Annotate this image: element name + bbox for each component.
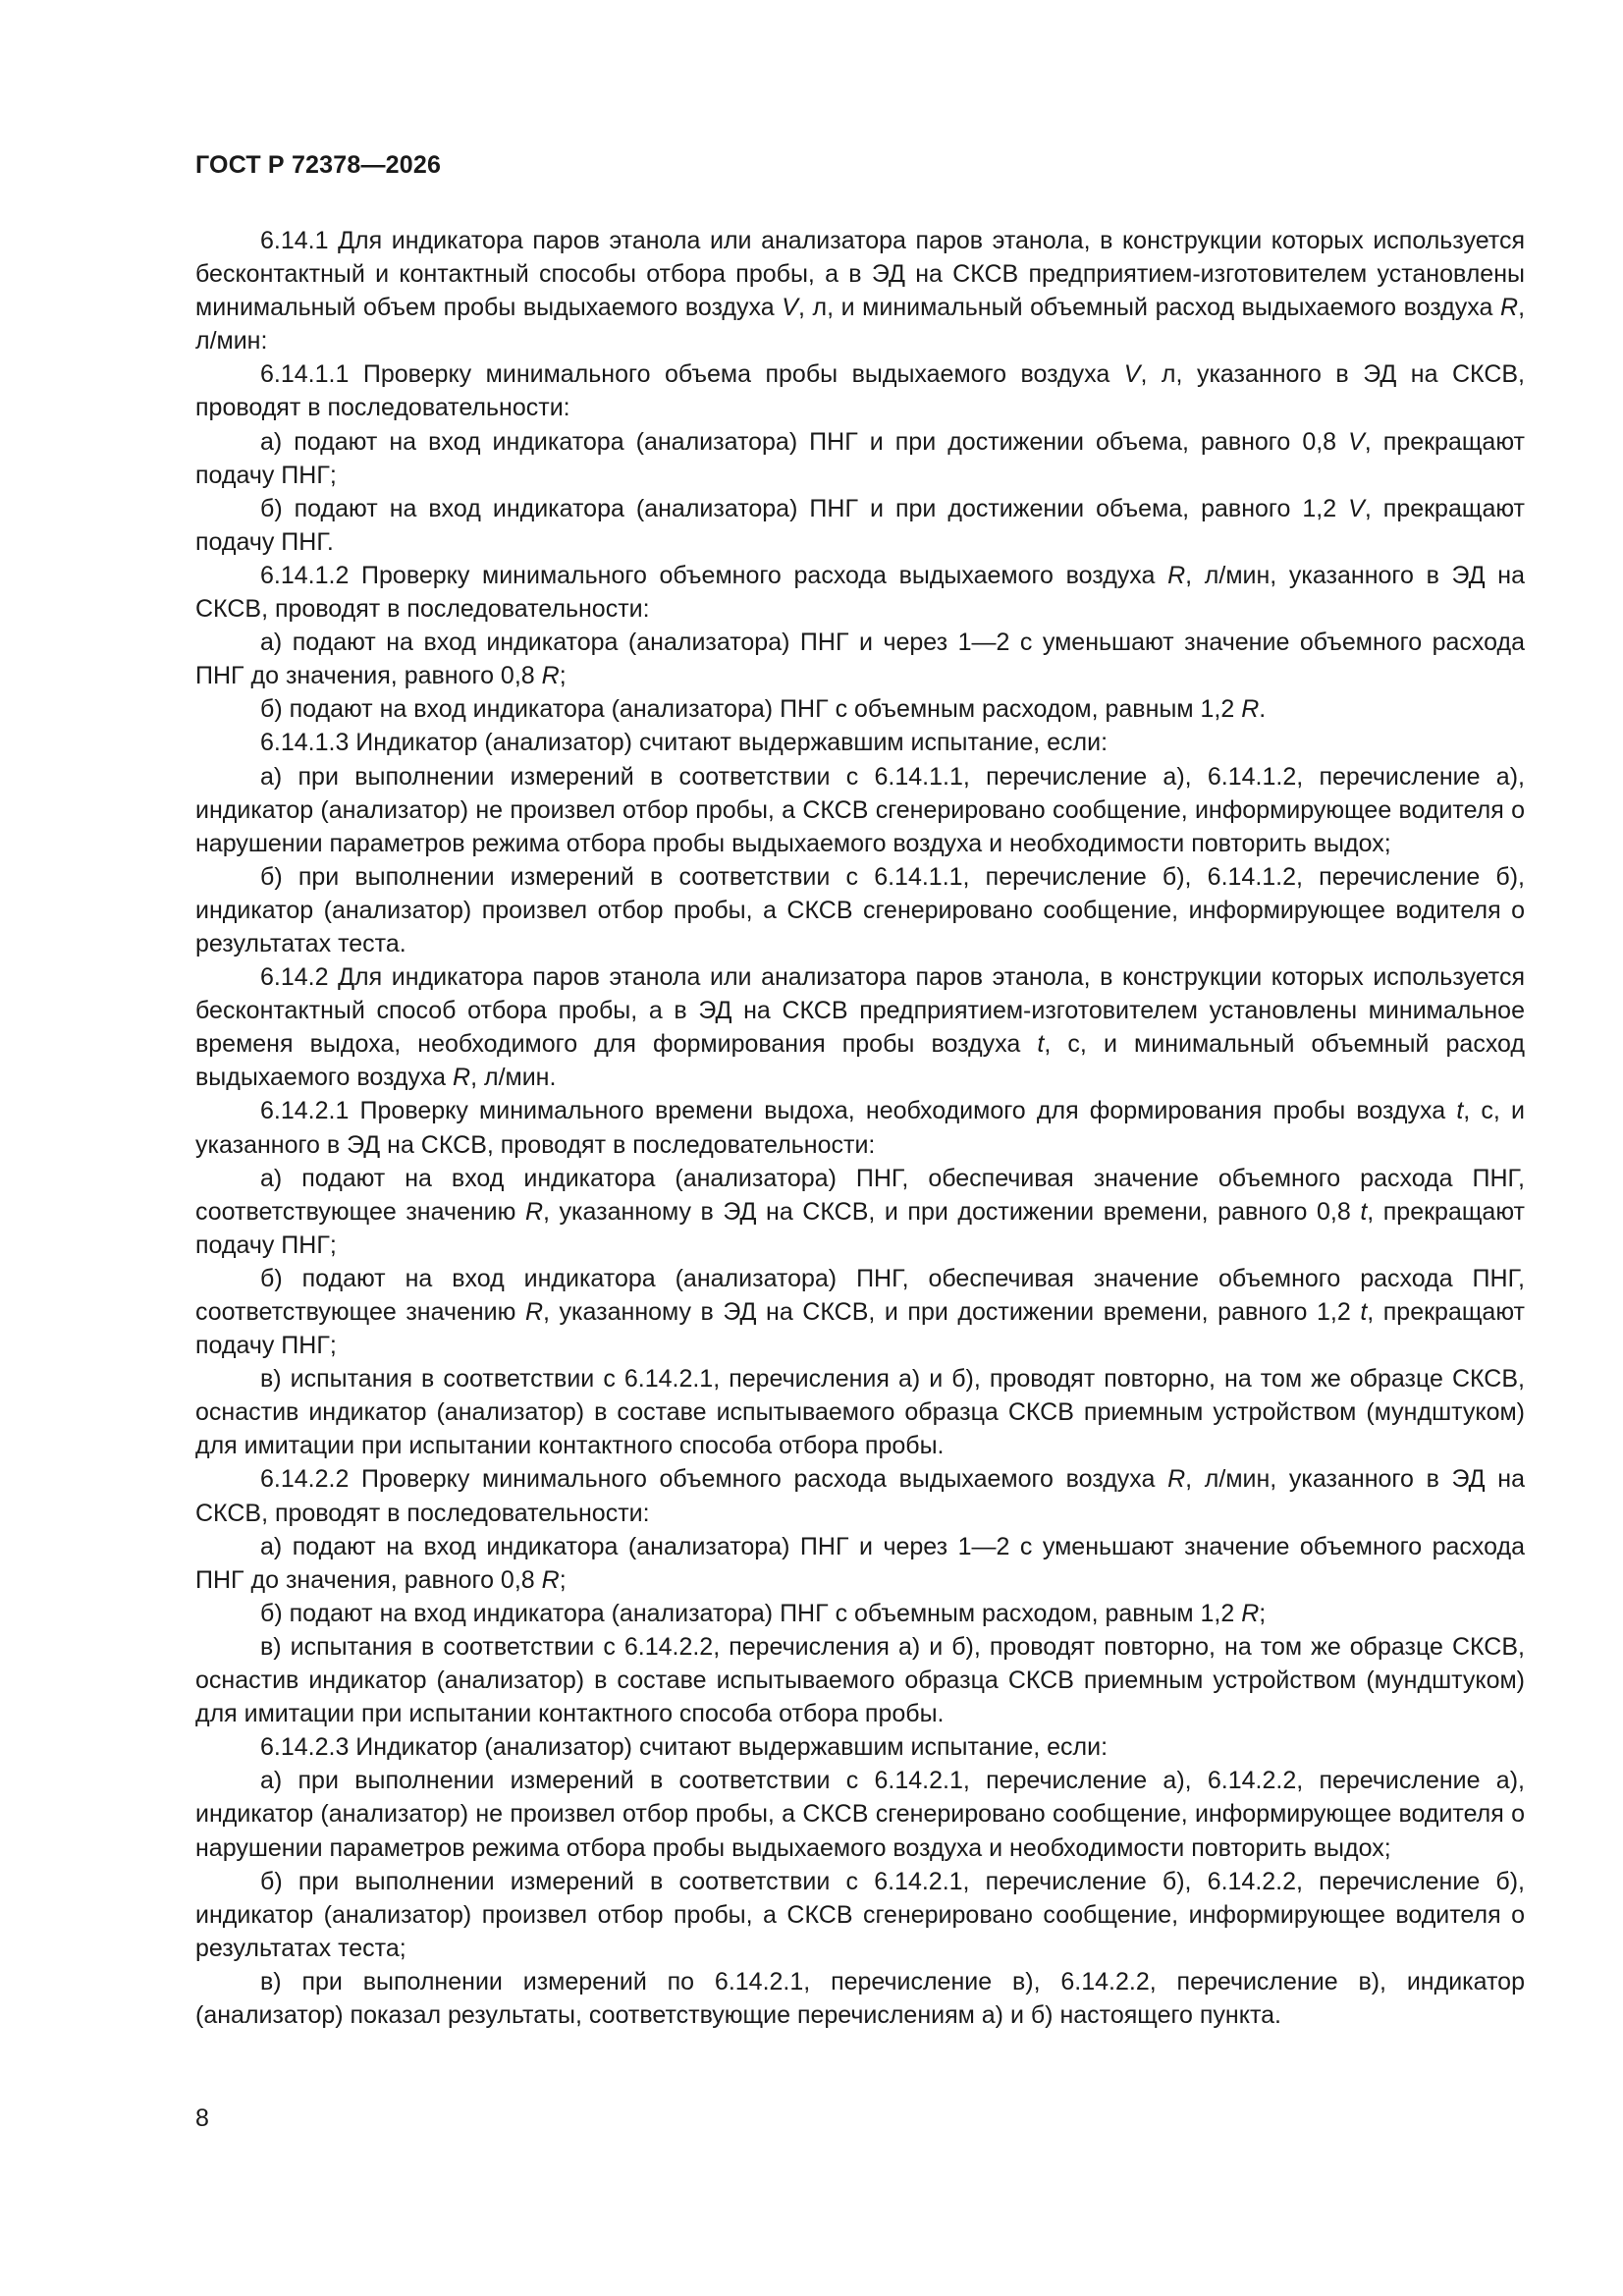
paragraph (195, 1262, 1525, 1362)
paragraph-text: а) при выполнении измерений в соответствии с 6.14.2.1, перечисление а), 6.14.2.2, перечисление а), индикатор (анализатор) не произвел отбор пробы, а СКСВ сгенерировано сообщение, информирующее водителя о нарушении параметров режима отбора пробы выдыхаемого воздуха и необходимости повторить выдох; (195, 1767, 1525, 1862)
paragraph-text: б) подают на вход индикатора (анализатора) ПНГ с объемным расходом, равным 1,2 (260, 695, 1242, 724)
paragraph-text: , с, и указанного в ЭД на СКСВ, проводят в последовательности: (195, 1097, 1526, 1159)
paragraph (195, 1630, 1525, 1730)
italic-symbol: V (1348, 494, 1365, 522)
paragraph-text: , л, и минимальный объемный расход выдыхаемого воздуха (797, 294, 1500, 322)
paragraph-text: 6.14.1.2 Проверку минимального объемного расхода выдыхаемого воздуха (260, 561, 1168, 589)
paragraph (195, 1965, 1525, 2032)
italic-symbol: t (1037, 1030, 1045, 1059)
italic-symbol: R (524, 1197, 544, 1226)
page-number: 8 (195, 2105, 209, 2132)
paragraph (195, 1462, 1525, 1529)
paragraph (195, 1530, 1525, 1597)
paragraph-text: б) при выполнении измерений в соответствии с 6.14.2.1, перечисление б), 6.14.2.2, перечисление б), индикатор (анализатор) произвел отбор пробы, а СКСВ сгенерировано сообщение, информирующее водителя о результатах теста; (195, 1867, 1525, 1962)
paragraph-text: , прекращают подачу ПНГ; (195, 427, 1525, 489)
paragraph (195, 1597, 1525, 1630)
italic-symbol: R (1167, 1465, 1186, 1494)
paragraph-text: б) при выполнении измерений в соответствии с 6.14.1.1, перечисление б), 6.14.1.2, перечисление б), индикатор (анализатор) произвел отбор пробы, а СКСВ сгенерировано сообщение, информирующее водителя о результатах теста. (195, 862, 1525, 957)
italic-symbol: R (1167, 561, 1186, 589)
paragraph-text: ; (559, 1565, 567, 1594)
paragraph (195, 760, 1525, 860)
paragraph (195, 960, 1525, 1094)
italic-symbol: V (1123, 360, 1141, 389)
paragraph-text: 6.14.2.3 Индикатор (анализатор) считают выдержавшим испытание, если: (260, 1733, 1109, 1762)
paragraph-text: , л/мин. (470, 1064, 557, 1092)
paragraph-text: в) испытания в соответствии с 6.14.2.2, перечисления а) и б), проводят повторно, на том же образце СКСВ, оснастив индикатор (анализатор) в составе испытываемого образца СКСВ приемным устройством (мундштуком) для имитации при испытании контактного способа отбора пробы. (195, 1632, 1525, 1728)
paragraph-text: а) подают на вход индикатора (анализатора) ПНГ и при достижении объема, равного 0,8 (260, 427, 1349, 456)
italic-symbol: t (1360, 1298, 1368, 1326)
paragraph-text: б) подают на вход индикатора (анализатора) ПНГ с объемным расходом, равным 1,2 (260, 1599, 1242, 1627)
document-body (195, 224, 1525, 2032)
paragraph (195, 224, 1525, 357)
paragraph-text: а) подают на вход индикатора (анализатора) ПНГ и через 1—2 с уменьшают значение объемного расхода ПНГ до значения, равного 0,8 (195, 1532, 1525, 1594)
paragraph-text: 6.14.2.1 Проверку минимального времени выдоха, необходимого для формирования пробы воздуха (260, 1097, 1457, 1125)
paragraph-text: б) подают на вход индикатора (анализатора) ПНГ и при достижении объема, равного 1,2 (260, 494, 1349, 522)
paragraph-text: 6.14.1 Для индикатора паров этанола или анализатора паров этанола, в конструкции которых используется бесконтактный и контактный способы отбора пробы, а в ЭД на СКСВ предприятием-изготовителем установлены минимальный объем пробы выдыхаемого воздуха (195, 227, 1525, 322)
paragraph-text: , с, и минимальный объемный расход выдыхаемого воздуха (195, 1030, 1525, 1092)
paragraph (195, 1094, 1525, 1161)
paragraph (195, 1162, 1525, 1262)
italic-symbol: R (1241, 695, 1260, 724)
paragraph (195, 1362, 1525, 1462)
paragraph-text: , л/мин, указанного в ЭД на СКСВ, проводят в последовательности: (195, 561, 1525, 624)
paragraph-text: , л/мин: (195, 294, 1526, 355)
paragraph-text: 6.14.1.3 Индикатор (анализатор) считают выдержавшим испытание, если: (260, 729, 1109, 757)
italic-symbol: R (1500, 294, 1519, 322)
paragraph-text: , л/мин, указанного в ЭД на СКСВ, проводят в последовательности: (195, 1465, 1525, 1527)
paragraph-text: 6.14.2.2 Проверку минимального объемного расхода выдыхаемого воздуха (260, 1465, 1168, 1494)
paragraph (195, 1865, 1525, 1965)
paragraph-text: ; (1259, 1599, 1267, 1627)
paragraph-text: 6.14.2 Для индикатора паров этанола или анализатора паров этанола, в конструкции которых используется бесконтактный способ отбора пробы, а в ЭД на СКСВ предприятием-изготовителем установлены минимальное временя выдоха, необходимого для формирования пробы воздуха (195, 963, 1525, 1059)
italic-symbol: t (1360, 1197, 1368, 1226)
paragraph (195, 559, 1525, 626)
paragraph (195, 626, 1525, 692)
italic-symbol: V (782, 294, 798, 322)
paragraph-text: , прекращают подачу ПНГ; (195, 1298, 1525, 1360)
paragraph-text: , прекращают подачу ПНГ; (195, 1197, 1525, 1259)
italic-symbol: t (1456, 1097, 1464, 1125)
paragraph-text: а) при выполнении измерений в соответствии с 6.14.1.1, перечисление а), 6.14.1.2, перечисление а), индикатор (анализатор) не произвел отбор пробы, а СКСВ сгенерировано сообщение, информирующее водителя о нарушении параметров режима отбора пробы выдыхаемого воздуха и необходимости повторить выдох; (195, 762, 1525, 857)
paragraph-text: а) подают на вход индикатора (анализатора) ПНГ, обеспечивая значение объемного расхода ПНГ, соответствующее значению (195, 1164, 1525, 1226)
italic-symbol: R (541, 662, 560, 690)
paragraph-text: б) подают на вход индикатора (анализатора) ПНГ, обеспечивая значение объемного расхода ПНГ, соответствующее значению (195, 1264, 1525, 1326)
paragraph (195, 425, 1525, 492)
document-header: ГОСТ Р 72378—2026 (195, 151, 442, 179)
italic-symbol: R (1241, 1599, 1260, 1627)
paragraph-text: а) подают на вход индикатора (анализатора) ПНГ и через 1—2 с уменьшают значение объемного расхода ПНГ до значения, равного 0,8 (195, 629, 1525, 690)
italic-symbol: R (524, 1298, 544, 1326)
italic-symbol: V (1348, 427, 1365, 456)
paragraph (195, 492, 1525, 559)
paragraph (195, 692, 1525, 726)
paragraph-text: в) испытания в соответствии с 6.14.2.1, перечисления а) и б), проводят повторно, на том же образце СКСВ, оснастив индикатор (анализатор) в составе испытываемого образца СКСВ приемным устройством (мундштуком) для имитации при испытании контактного способа отбора пробы. (195, 1365, 1525, 1460)
paragraph (195, 726, 1525, 759)
paragraph-text: , л, указанного в ЭД на СКСВ, проводят в последовательности: (195, 360, 1525, 422)
paragraph-text: , указанному в ЭД на СКСВ, и при достижении времени, равного 0,8 (543, 1197, 1361, 1226)
italic-symbol: R (541, 1565, 560, 1594)
paragraph (195, 357, 1525, 424)
paragraph-text: , прекращают подачу ПНГ. (195, 494, 1525, 556)
paragraph-text: , указанному в ЭД на СКСВ, и при достижении времени, равного 1,2 (543, 1298, 1361, 1326)
paragraph (195, 860, 1525, 960)
paragraph-text: 6.14.1.1 Проверку минимального объема пробы выдыхаемого воздуха (260, 360, 1124, 389)
paragraph-text: ; (559, 662, 567, 690)
paragraph (195, 1764, 1525, 1864)
paragraph-text: . (1259, 695, 1267, 724)
paragraph-text: в) при выполнении измерений по 6.14.2.1, перечисление в), 6.14.2.2, перечисление в), индикатор (анализатор) показал результаты, соответствующие перечислениям а) и б) настоящего пункта. (195, 1967, 1525, 2029)
italic-symbol: R (453, 1064, 471, 1092)
paragraph (195, 1730, 1525, 1764)
